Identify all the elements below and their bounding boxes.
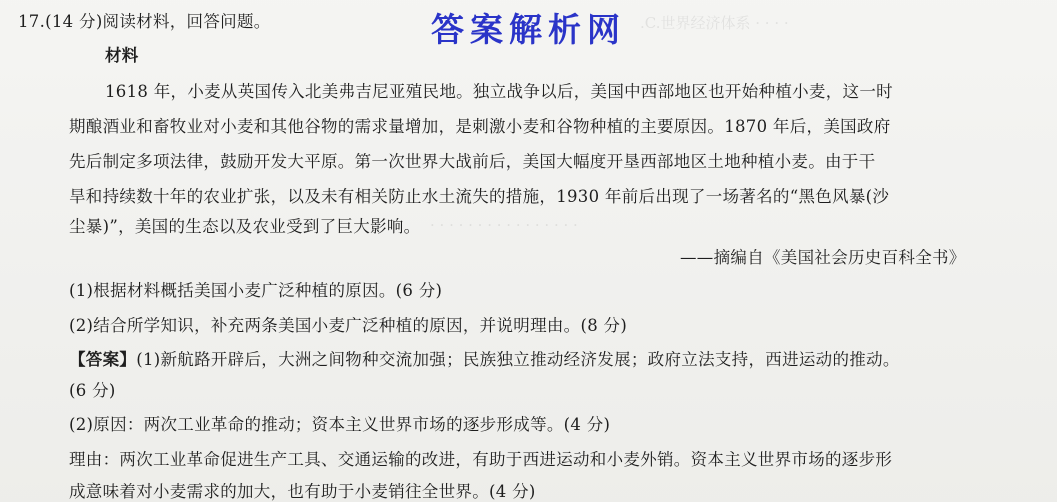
watermark-logo: 答案解析网 (431, 10, 626, 49)
paragraph-line: 1618 年，小麦从英国传入北美弗吉尼亚殖民地。独立战争以后，美国中西部地区也开始种植小麦，这一时 (105, 82, 893, 101)
answer-2-reason: (2)原因：两次工业革命的推动；资本主义世界市场的逐步形成等。(4 分) (69, 415, 611, 434)
paragraph-line: 先后制定多项法律，鼓励开发大平原。第一次世界大战前后，美国大幅度开垦西部地区土地种植小麦。由于干 (69, 152, 876, 171)
answer-2-explain: 理由：两次工业革命促进生产工具、交通运输的改进，有助于西进运动和小麦外销。资本主义世界市场的逐步形 (69, 450, 893, 469)
sub-question-2: (2)结合所学知识，补充两条美国小麦广泛种植的原因，并说明理由。(8 分) (69, 316, 628, 335)
answer-label: 【答案】 (69, 350, 137, 369)
source-citation: ——摘编自《美国社会历史百科全书》 (680, 248, 966, 267)
bleed-through-text: .C.世界经济体系 · · · · (640, 14, 789, 32)
answer-line-1 (69, 346, 900, 370)
bleed-through-text: · · · · · · · · · · · · · · · · (430, 216, 578, 234)
answer-1-text: (1)新航路开辟后，大洲之间物种交流加强；民族独立推动经济发展；政府立法支持，西进运动的推动。 (136, 350, 900, 369)
paragraph-line: 旱和持续数十年的农业扩张，以及未有相关防止水土流失的措施，1930 年前后出现了一场著名的“黑色风暴(沙 (69, 187, 890, 206)
question-header: 17.(14 分)阅读材料，回答问题。 (18, 12, 271, 31)
paragraph-line: 期酿酒业和畜牧业对小麦和其他谷物的需求量增加，是刺激小麦和谷物种植的主要原因。1870 年后，美国政府 (69, 117, 891, 136)
paragraph-line: 尘暴)”，美国的生态以及农业受到了巨大影响。 (69, 217, 421, 236)
answer-1-score: (6 分) (69, 381, 116, 400)
material-label: 材料 (105, 46, 139, 65)
sub-question-1: (1)根据材料概括美国小麦广泛种植的原因。(6 分) (69, 281, 443, 300)
answer-2-explain: 成意味着对小麦需求的加大，也有助于小麦销往全世界。(4 分) (69, 482, 536, 501)
